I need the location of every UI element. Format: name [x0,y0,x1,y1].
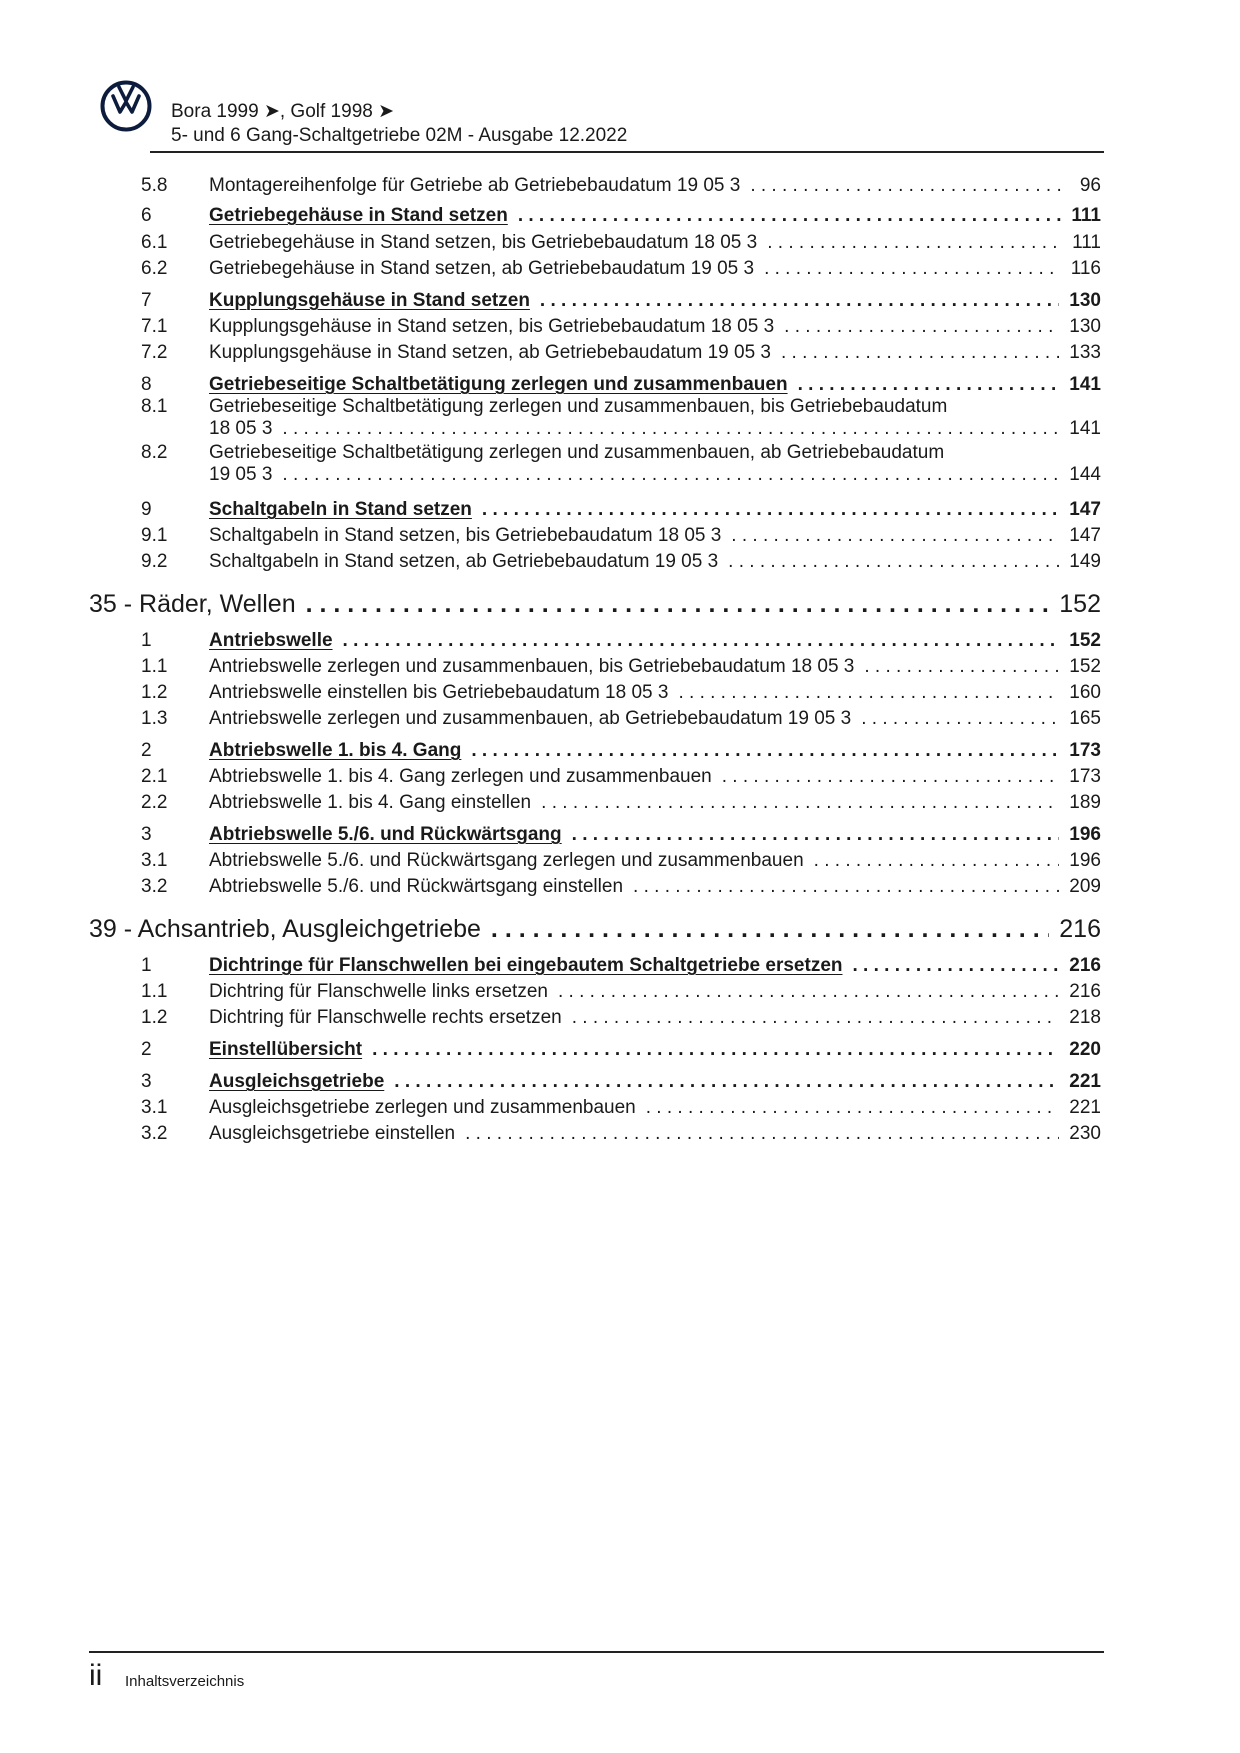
toc-leader-dots [482,499,1059,521]
toc-page-number: 130 [1069,290,1101,311]
toc-entry-title: Ausgleichsgetriebe einstellen [209,1123,456,1144]
toc-entry-number: 3 [141,1071,152,1092]
toc-entry[interactable] [141,1123,1101,1145]
toc-entry-number: 2 [141,1039,152,1060]
toc-page-number: 196 [1069,850,1101,871]
toc-entry[interactable] [141,551,1101,573]
toc-entry[interactable] [141,316,1101,338]
toc-entry-title: Dichtring für Flanschwelle links ersetzen [209,981,548,1002]
toc-entry[interactable] [141,766,1101,788]
toc-entry-title: Getriebeseitige Schaltbetätigung zerlegen und zusammenbauen, bis Getriebebaudatum [209,396,948,417]
toc-leader-dots [282,464,1059,486]
toc-entry[interactable] [141,175,1101,197]
toc-section[interactable] [141,499,1101,521]
toc-entry-title: Kupplungsgehäuse in Stand setzen [209,290,530,311]
toc-page-number: 173 [1069,766,1101,787]
toc-entry[interactable] [141,876,1101,898]
toc-entry-number: 3 [141,824,152,845]
toc-entry-title: Getriebegehäuse in Stand setzen, ab Getriebebaudatum 19 05 3 [209,258,755,279]
toc-entry-number: 1 [141,955,152,976]
toc-page-number: 218 [1069,1007,1101,1028]
toc-leader-dots [518,205,1061,227]
toc-entry-number: 3.1 [141,1097,168,1118]
toc-page-number: 173 [1069,740,1101,761]
toc-leader-dots [853,955,1060,977]
toc-leader-dots [728,551,1059,573]
toc-entry-number: 2.2 [141,792,168,813]
toc-leader-dots [343,630,1060,652]
toc-entry-title-continued: 19 05 3 [209,464,273,485]
toc-leader-dots [861,708,1059,730]
toc-page-number: 149 [1069,551,1101,572]
toc-leader-dots [750,175,1061,197]
toc-leader-dots [731,525,1059,547]
toc-entry[interactable] [141,1097,1101,1119]
toc-section[interactable] [141,955,1101,977]
toc-entry-title: Schaltgabeln in Stand setzen, bis Getriebebaudatum 18 05 3 [209,525,722,546]
toc-entry-title-continued: 18 05 3 [209,418,273,439]
toc-entry-number: 1.3 [141,708,168,729]
toc-page-number: 96 [1079,175,1101,196]
toc-entry-title: Abtriebswelle 5./6. und Rückwärtsgang einstellen [209,876,624,897]
toc-entry-title: Ausgleichsgetriebe [209,1071,385,1092]
toc-leader-dots [798,374,1060,396]
toc-page-number: 152 [1069,630,1101,651]
document-subtitle: 5- und 6 Gang-Schaltgetriebe 02M - Ausgabe 12.2022 [171,125,628,146]
toc-section[interactable] [141,374,1101,396]
toc-entry-title: Einstellübersicht [209,1039,363,1060]
toc-entry-number: 3.2 [141,1123,168,1144]
toc-leader-dots [465,1123,1059,1145]
toc-leader-dots [781,342,1059,364]
toc-page-number: 209 [1069,876,1101,897]
toc-entry-number: 7 [141,290,152,311]
toc-entry-title: Dichtring für Flanschwelle rechts ersetzen [209,1007,562,1028]
toc-page-number: 141 [1069,418,1101,439]
toc-leader-dots [572,1007,1060,1029]
toc-page-number: 221 [1069,1097,1101,1118]
toc-entry-title: Abtriebswelle 1. bis 4. Gang einstellen [209,792,532,813]
toc-page-number: 189 [1069,792,1101,813]
toc-entry-number: 7.2 [141,342,168,363]
toc-entry[interactable] [141,850,1101,872]
toc-entry-title: Getriebeseitige Schaltbetätigung zerlegen und zusammenbauen, ab Getriebebaudatum [209,442,945,463]
toc-section[interactable] [141,630,1101,652]
toc-page-number: 111 [1071,205,1101,226]
toc-entry[interactable] [141,1007,1101,1029]
toc-entry-number: 1.1 [141,981,168,1002]
toc-entry-number: 9.1 [141,525,168,546]
toc-leader-dots [394,1071,1059,1093]
toc-entry[interactable] [141,342,1101,364]
toc-leader-dots [678,682,1059,704]
toc-entry-number: 3.2 [141,876,168,897]
toc-entry-number: 6 [141,205,152,226]
toc-leader-dots [282,418,1059,440]
toc-leader-dots [646,1097,1060,1119]
toc-entry-number: 1.2 [141,1007,168,1028]
toc-leader-dots [558,981,1059,1003]
toc-entry[interactable] [141,981,1101,1003]
toc-entry-number: 8 [141,374,152,395]
toc-entry-number: 6.1 [141,232,168,253]
toc-section[interactable] [141,290,1101,312]
toc-entry-number: 1.1 [141,656,168,677]
toc-entry-number: 3.1 [141,850,168,871]
toc-page-number: 216 [1059,915,1101,943]
toc-entry-title: 39 - Achsantrieb, Ausgleichgetriebe [89,915,481,943]
toc-leader-dots [814,850,1060,872]
toc-entry-title: Ausgleichsgetriebe zerlegen und zusammenbauen [209,1097,636,1118]
toc-entry-title: Kupplungsgehäuse in Stand setzen, bis Getriebebaudatum 18 05 3 [209,316,775,337]
toc-page-number: 152 [1069,656,1101,677]
toc-entry[interactable] [141,525,1101,547]
toc-chapter[interactable] [89,590,1101,619]
toc-leader-dots [722,766,1060,788]
toc-page-number: 141 [1069,374,1101,395]
toc-entry-number: 6.2 [141,258,168,279]
toc-page-number: 147 [1069,499,1101,520]
toc-entry[interactable] [141,792,1101,814]
toc-section[interactable] [141,824,1101,846]
toc-section[interactable] [141,205,1101,227]
footer-divider [89,1651,1104,1653]
footer-page-number: ii [89,1659,103,1692]
toc-page-number: 144 [1069,464,1101,485]
document-title: Bora 1999 ➤, Golf 1998 ➤ [171,101,395,122]
toc-page-number: 130 [1069,316,1101,337]
toc-page-number: 230 [1069,1123,1101,1144]
toc-entry-title: Schaltgabeln in Stand setzen [209,499,472,520]
toc-entry[interactable] [141,682,1101,704]
toc-leader-dots [372,1039,1059,1061]
toc-entry-number: 1 [141,630,152,651]
toc-section[interactable] [141,1071,1101,1093]
toc-entry[interactable] [141,656,1101,678]
toc-leader-dots [784,316,1059,338]
toc-entry-number: 5.8 [141,175,168,196]
toc-entry-title: Abtriebswelle 1. bis 4. Gang [209,740,462,761]
toc-entry-title: Abtriebswelle 5./6. und Rückwärtsgang [209,824,562,845]
toc-page-number: 116 [1070,258,1101,279]
toc-entry-title: Dichtringe für Flanschwellen bei eingebautem Schaltgetriebe ersetzen [209,955,843,976]
toc-leader-dots [306,590,1050,619]
toc-leader-dots [572,824,1060,846]
toc-entry-number: 8.2 [141,442,168,463]
toc-entry-title: Antriebswelle einstellen bis Getriebebaudatum 18 05 3 [209,682,669,703]
toc-entry-number: 9.2 [141,551,168,572]
toc-entry-title: Getriebegehäuse in Stand setzen, bis Getriebebaudatum 18 05 3 [209,232,758,253]
toc-entry-title: Abtriebswelle 1. bis 4. Gang zerlegen und zusammenbauen [209,766,712,787]
toc-page-number: 152 [1059,590,1101,618]
toc-section[interactable] [141,1039,1101,1061]
toc-page-number: 160 [1069,682,1101,703]
toc-page-number: 216 [1069,981,1101,1002]
toc-entry-number: 7.1 [141,316,168,337]
toc-entry-number: 2 [141,740,152,761]
toc-leader-dots [540,290,1059,312]
toc-page-number: 133 [1069,342,1101,363]
toc-leader-dots [767,232,1061,254]
toc-entry[interactable] [141,708,1101,730]
toc-page-number: 147 [1069,525,1101,546]
toc-leader-dots [864,656,1059,678]
toc-leader-dots [471,740,1059,762]
toc-entry-title: 35 - Räder, Wellen [89,590,296,618]
toc-entry-number: 2.1 [141,766,168,787]
footer-section-title: Inhaltsverzeichnis [125,1673,245,1690]
toc-entry-number: 9 [141,499,152,520]
toc-entry-title: Antriebswelle zerlegen und zusammenbauen, ab Getriebebaudatum 19 05 3 [209,708,852,729]
toc-entry-title: Antriebswelle zerlegen und zusammenbauen, bis Getriebebaudatum 18 05 3 [209,656,855,677]
toc-entry-title: Antriebswelle [209,630,333,651]
toc-entry-title: Abtriebswelle 5./6. und Rückwärtsgang zerlegen und zusammenbauen [209,850,804,871]
toc-leader-dots [633,876,1059,898]
toc-page-number: 220 [1069,1039,1101,1060]
toc-entry[interactable] [141,232,1101,254]
toc-entry-number: 8.1 [141,396,168,417]
toc-page-number: 196 [1069,824,1101,845]
toc-leader-dots [764,258,1061,280]
toc-section[interactable] [141,740,1101,762]
toc-entry-title: Kupplungsgehäuse in Stand setzen, ab Getriebebaudatum 19 05 3 [209,342,771,363]
toc-leader-dots [491,915,1049,944]
toc-entry-title: Montagereihenfolge für Getriebe ab Getriebebaudatum 19 05 3 [209,175,741,196]
toc-entry-title: Getriebeseitige Schaltbetätigung zerlegen und zusammenbauen [209,374,788,395]
toc-leader-dots [541,792,1059,814]
toc-page-number: 216 [1069,955,1101,976]
toc-page-number: 165 [1069,708,1101,729]
toc-entry[interactable] [141,258,1101,280]
toc-page-number: 221 [1069,1071,1101,1092]
toc-entry-title: Getriebegehäuse in Stand setzen [209,205,508,226]
toc-page-number: 111 [1072,232,1101,253]
toc-entry-number: 1.2 [141,682,168,703]
toc-chapter[interactable] [89,915,1101,944]
toc-entry-title: Schaltgabeln in Stand setzen, ab Getriebebaudatum 19 05 3 [209,551,719,572]
